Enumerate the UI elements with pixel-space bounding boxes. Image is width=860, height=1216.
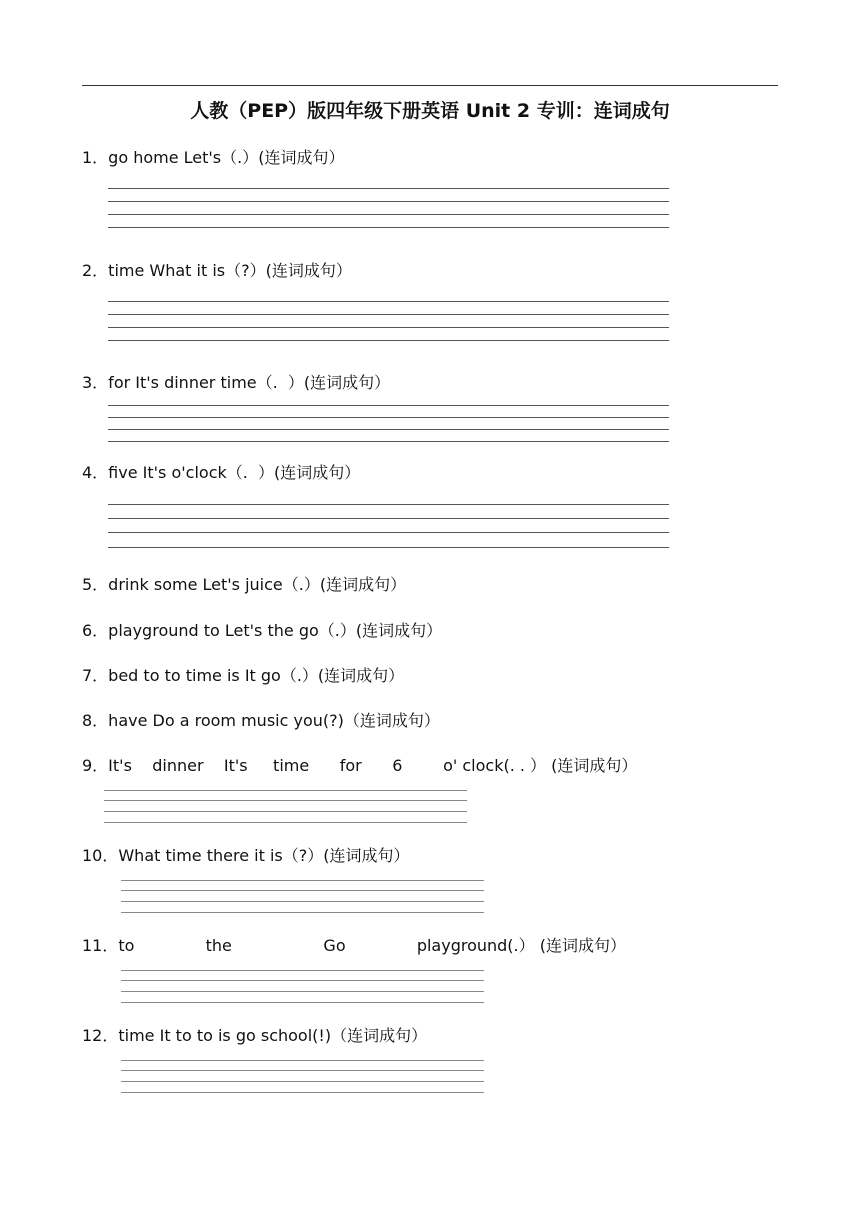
question-1: 1．go home Let's（.）(连词成句） — [82, 148, 345, 167]
question-11: 11．to the Go playground(.） (连词成句） — [82, 936, 626, 955]
question-10: 10．What time there it is（?）(连词成句） — [82, 846, 410, 865]
page-title: 人教（PEP）版四年级下册英语 Unit 2 专训：连词成句 — [190, 100, 670, 122]
question-5: 5．drink some Let's juice（.）(连词成句） — [82, 575, 407, 594]
question-8: 8．have Do a room music you(?)（连词成句） — [82, 711, 440, 730]
question-3: 3．for It's dinner time（. ）(连词成句） — [82, 373, 391, 392]
question-2: 2．time What it is（?）(连词成句） — [82, 261, 352, 280]
header-rule — [82, 85, 778, 86]
question-12: 12．time It to to is go school(!)（连词成句） — [82, 1026, 428, 1045]
question-4: 4．five It's o'clock（. ）(连词成句） — [82, 463, 361, 482]
question-9: 9．It's dinner It's time for 6 o' clock(. . ） (连词成句） — [82, 756, 638, 775]
question-6: 6．playground to Let's the go（.）(连词成句） — [82, 621, 443, 640]
question-7: 7．bed to to time is It go（.）(连词成句） — [82, 666, 405, 685]
